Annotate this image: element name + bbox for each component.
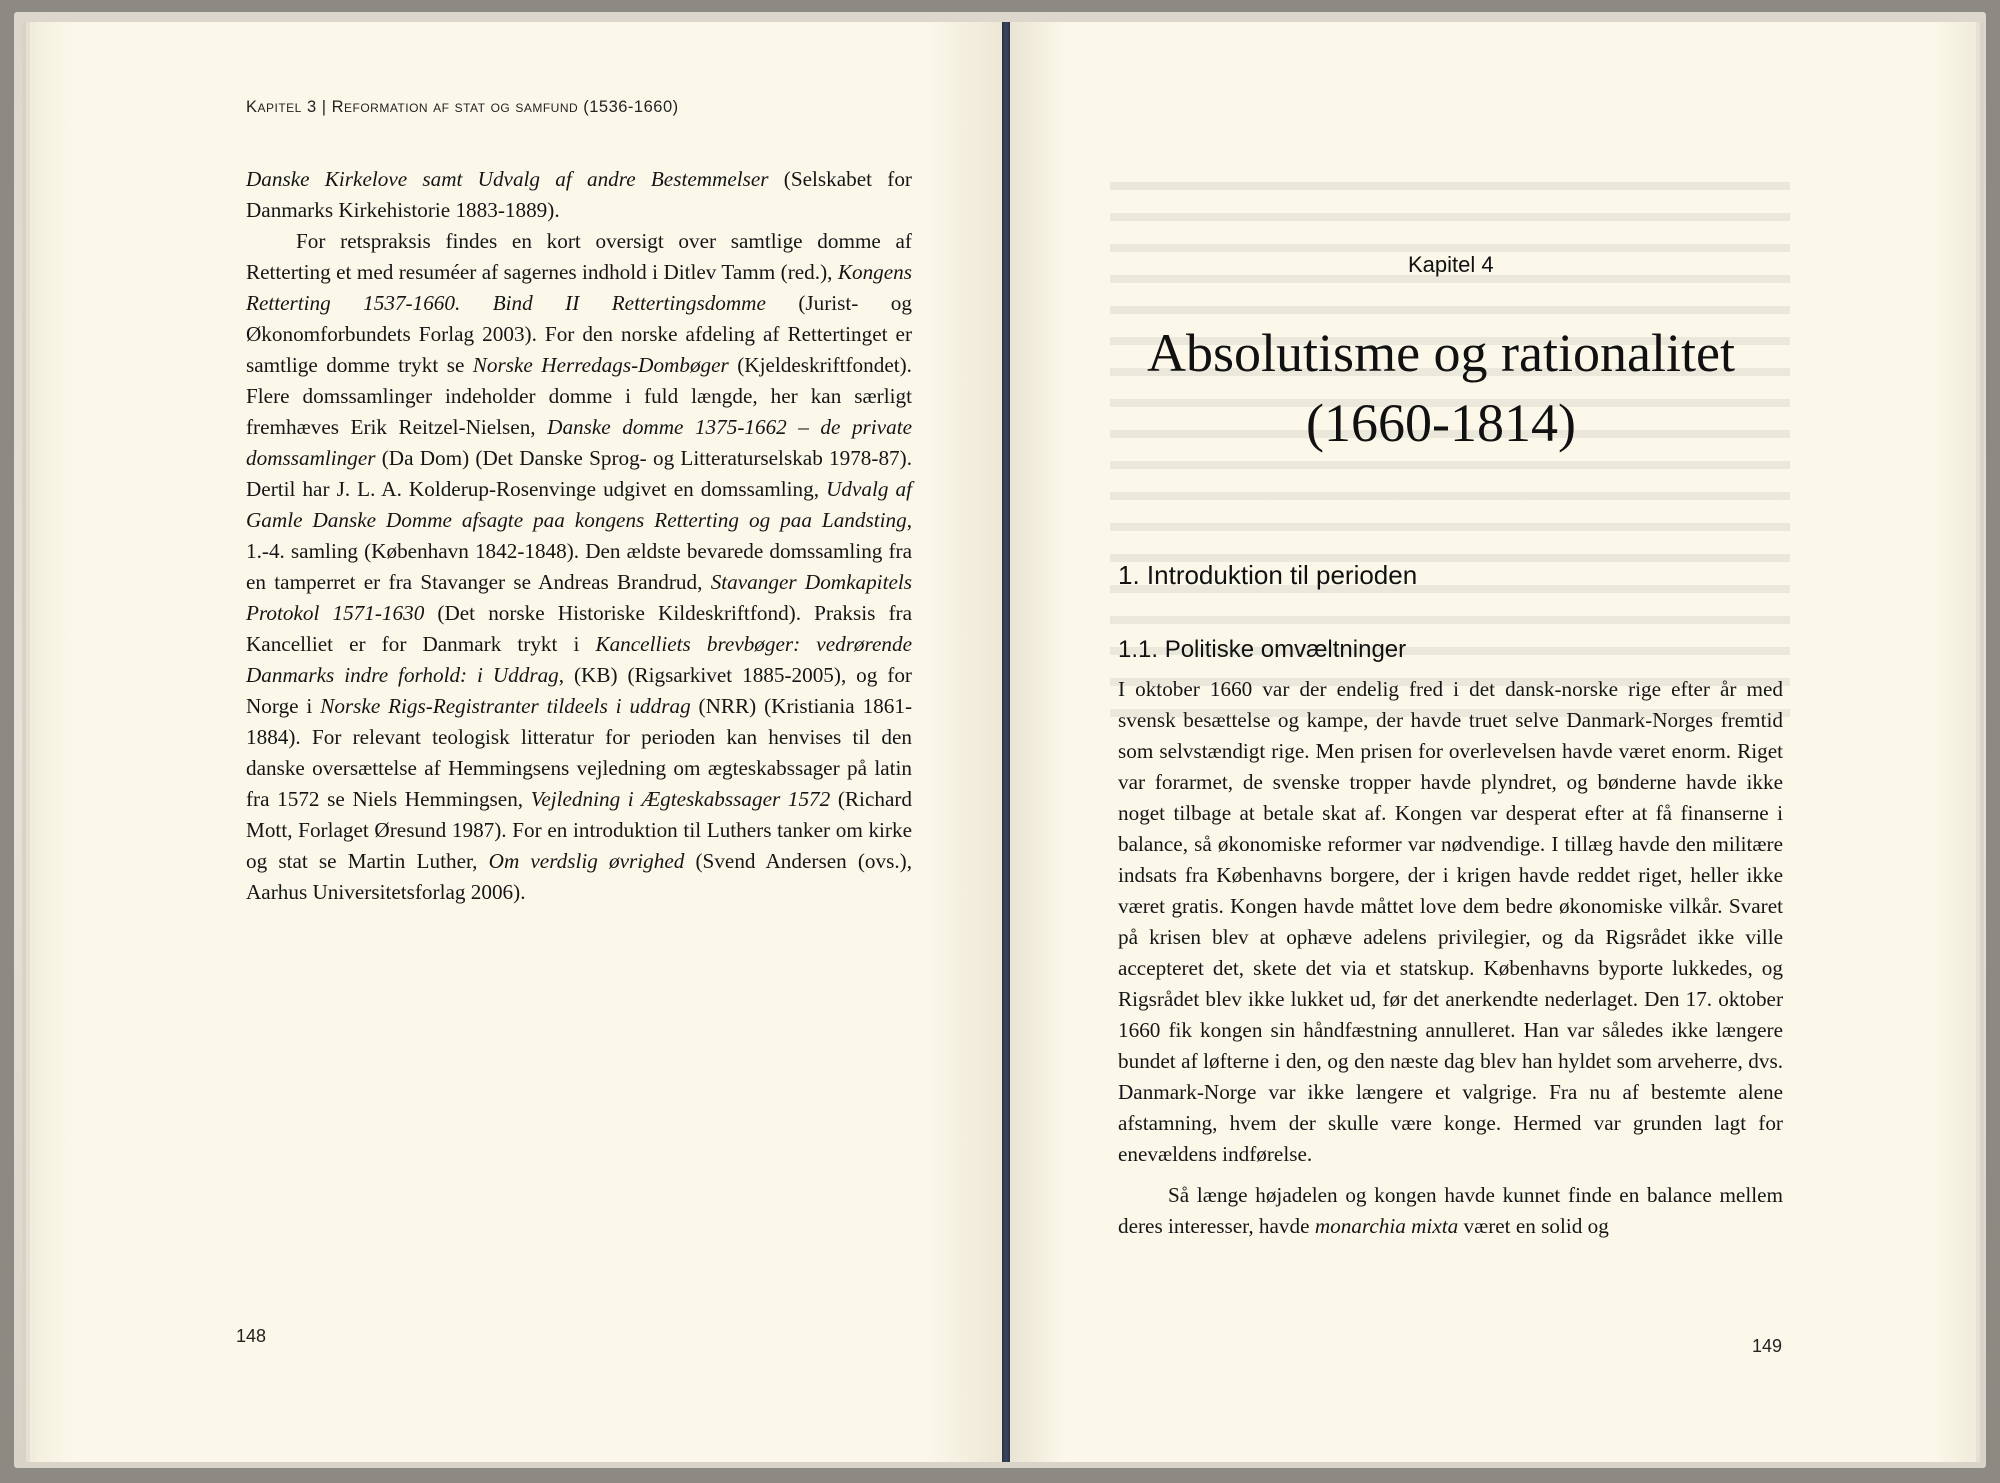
text: (Svend Andersen (ovs.), Aarhus Universitetsforlag 2006). — [246, 849, 912, 904]
italic-title: Danske domme 1375-1662 – de private domssamlinger — [246, 415, 912, 470]
italic-title: Danske Kirkelove samt Udvalg af andre Bestemmelser — [246, 167, 769, 191]
italic-title: Kancelliets brevbøger: vedrørende Danmarks indre forhold: i Uddrag — [246, 632, 912, 687]
page-number-right: 149 — [1752, 1336, 1783, 1356]
italic-title: Stavanger Domkapitels Protokol 1571-1630 — [246, 570, 912, 625]
text: For retspraksis findes en kort oversigt over samtlige domme af Retterting et med resuméer af sagernes indhold i Ditlev Tamm (red.), — [246, 229, 912, 284]
text: (NRR) (Kristiania 1861-1884). For relevant teologisk litteratur for perioden kan henvises til den danske oversættelse af Hemmingsens vejledning om ægteskabssager på latin fra 1572 se Niels Hemmingsen, — [246, 694, 912, 811]
book-spine — [1002, 22, 1010, 1462]
paragraph — [246, 226, 912, 908]
paragraph — [246, 164, 912, 226]
text: (Selskabet for Danmarks Kirkehistorie 1883-1889). — [246, 167, 912, 222]
paragraph: I oktober 1660 var der endelig fred i det dansk-norske rige efter år med svensk besættelse og kampe, der havde truet selve Danmark-Norges fremtid som selvstændigt rige. Men prisen for overlevelsen havde været enorm. Riget var forarmet, de svenske tropper havde plyndret, og bønderne havde ikke noget tilbage at betale skat af. Kongen var desperat efter at få finanserne i balance, så økonomiske reformer var nødvendige. I tillæg havde den militære indsats fra Københavns borgere, der i krigen havde reddet riget, heller ikke været gratis. Kongen havde måttet love dem bedre økonomiske vilkår. Svaret på krisen blev at ophæve adelens privilegier, og da Rigsrådet ikke ville accepteret det, skete det via et statskup. Københavns byporte lukkedes, og Rigsrådet blev ikke lukket ud, før det anerkendte nederlaget. Den 17. oktober 1660 fik kongen sin håndfæstning annulleret. Han var således ikke længere bundet af løfterne i den, og den næste dag blev han hyldet som arveherre, dvs. Danmark-Norge var ikke længere et valgrige. Fra nu af bestemte alene afstamning, hvem der skulle være konge. Hermed var grunden lagt for enevældens indførelse. — [1118, 677, 1783, 1166]
running-head: Kapitel 3 | Reformation af stat og samfund (1536-1660) — [246, 98, 679, 116]
italic-title: Kongens Retterting 1537-1660. Bind II Rettertingsdomme — [246, 260, 912, 315]
text: været en solid og — [1458, 1214, 1609, 1238]
chapter-label: Kapitel 4 — [1408, 252, 1494, 277]
italic-title: Om verdslig øvrighed — [488, 849, 685, 873]
text: Så længe højadelen og kongen havde kunnet finde en balance mellem deres interesser, havde — [1118, 1183, 1783, 1238]
chapter-title-line1: Absolutisme og rationalitet — [1147, 323, 1735, 383]
italic-term: monarchia mixta — [1314, 1214, 1459, 1238]
italic-title: Vejledning i Ægteskabssager 1572 — [530, 787, 831, 811]
paragraph — [1118, 1180, 1783, 1242]
subsection-heading: 1.1. Politiske omvæltninger — [1118, 636, 1407, 663]
left-page-body — [246, 164, 912, 908]
text: (Da Dom) (Det Danske Sprog- og Litteraturselskab 1978-87). Dertil har J. L. A. Kolderup-Rosenvinge udgivet en domssamling, — [246, 446, 912, 501]
page-number-left: 148 — [236, 1326, 267, 1346]
text: (Det norske Historiske Kildeskriftfond). Praksis fra Kancelliet er for Danmark trykt i — [246, 601, 912, 656]
text: , (KB) (Rigsarkivet 1885-2005), og for Norge i — [246, 663, 912, 718]
italic-title: Udvalg af Gamle Danske Domme afsagte paa kongens Retterting og paa Landsting — [246, 477, 912, 532]
right-page-body — [1118, 674, 1783, 1242]
section-heading: 1. Introduktion til perioden — [1118, 560, 1418, 590]
text: , 1.-4. samling (København 1842-1848). Den ældste bevarede domssamling fra en tamperret er fra Stavanger se Andreas Brandrud, — [246, 508, 912, 594]
italic-title: Norske Rigs-Registranter tildeels i uddrag — [320, 694, 691, 718]
text: (Jurist- og Økonomforbundets Forlag 2003). For den norske afdeling af Rettertinget er samtlige domme trykt se — [246, 291, 912, 377]
italic-title: Norske Herredags-Dombøger — [472, 353, 729, 377]
text: (Kjeldeskriftfondet). Flere domssamlinger indeholder domme i fuld længde, her kan særligt fremhæves Erik Reitzel-Nielsen, — [246, 353, 912, 439]
chapter-title — [1116, 318, 1766, 458]
text: (Richard Mott, Forlaget Øresund 1987). For en introduktion til Luthers tanker om kirke og stat se Martin Luther, — [246, 787, 912, 873]
chapter-title-line2: (1660-1814) — [1306, 393, 1576, 453]
